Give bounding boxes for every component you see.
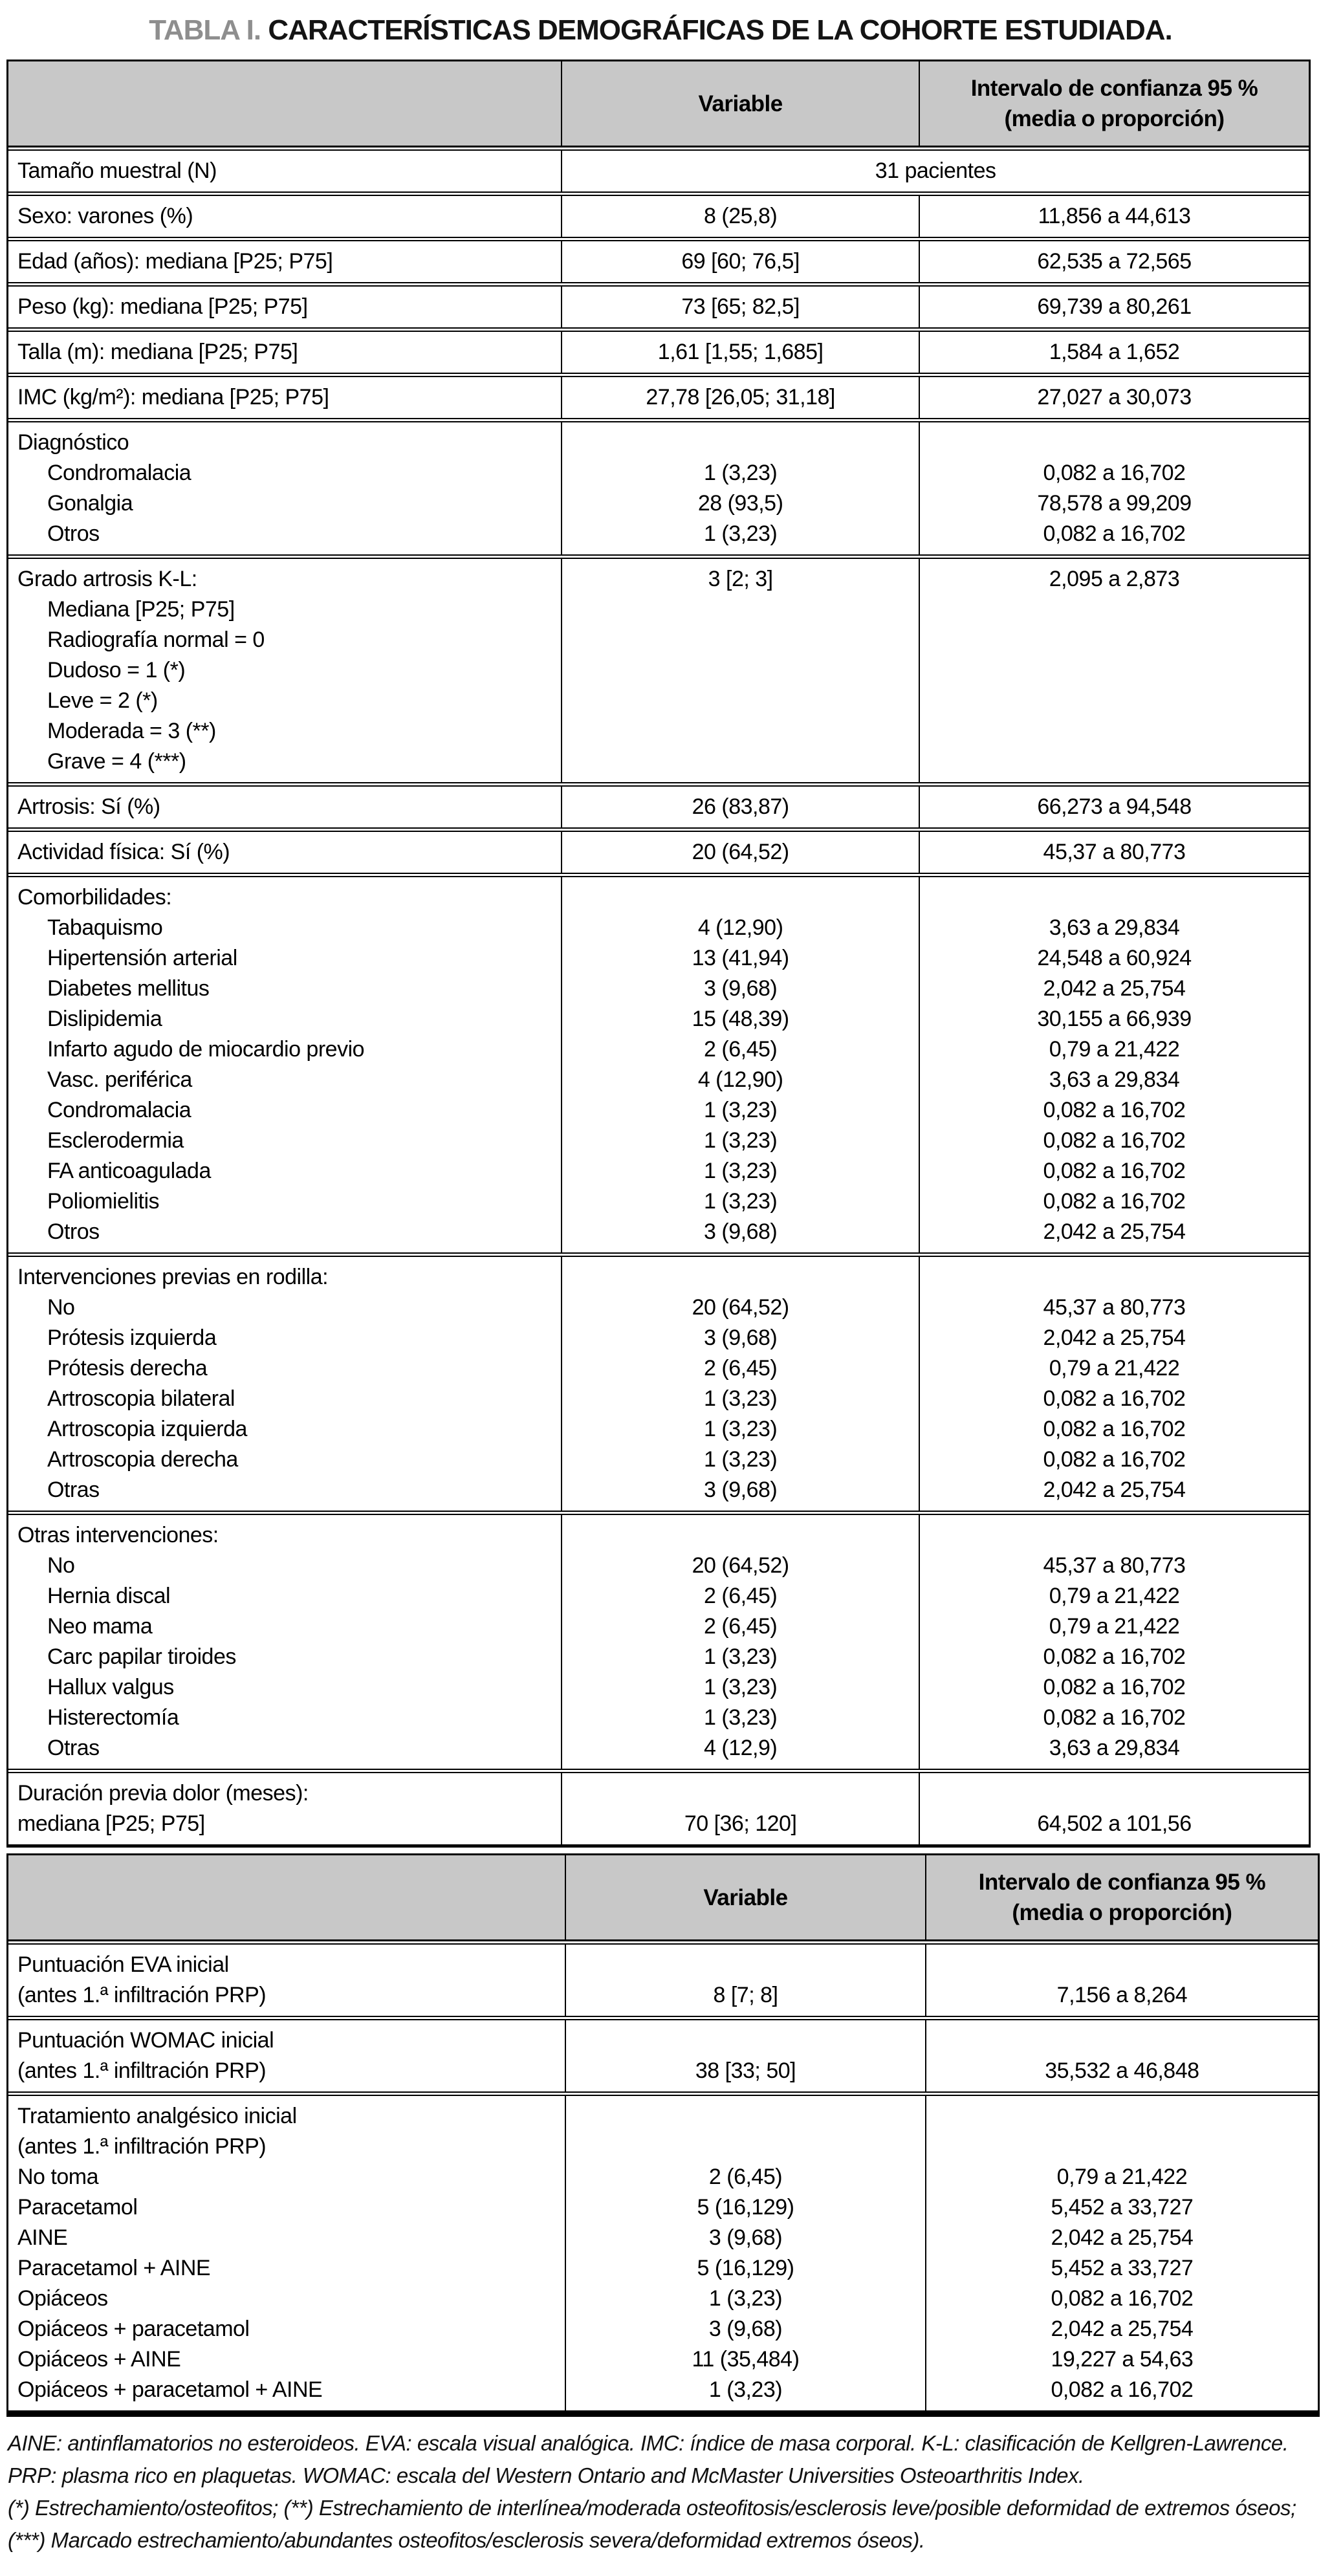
row-label-line: Radiografía normal = 0 [47, 628, 265, 652]
row-label-line: Neo mama [47, 1614, 153, 1639]
scores-table [6, 1853, 1320, 2417]
row-variable-value [561, 1772, 919, 1846]
row-variable-value [565, 2095, 925, 2412]
table-row [8, 421, 1309, 556]
row-label-line: No toma [17, 2165, 98, 2189]
row-ci-line: 2,042 a 25,754 [1051, 2225, 1194, 2250]
row-variable-line: 26 (83,87) [692, 794, 789, 819]
header-cell-ci [919, 61, 1309, 147]
row-label-line: Tamaño muestral (N) [17, 158, 217, 183]
row-label-line: AINE [17, 2225, 68, 2250]
row-ci-value [919, 1514, 1309, 1770]
row-label-line: Actividad física: Sí (%) [17, 840, 230, 864]
row-ci-line: 2,042 a 25,754 [1043, 1478, 1186, 1502]
row-ci-line: 5,452 a 33,727 [1051, 2195, 1194, 2220]
row-label [8, 1943, 565, 2017]
row-label-line: Opiáceos + paracetamol + AINE [17, 2377, 323, 2402]
row-ci-line [929, 428, 1300, 458]
row-variable-line: 5 (16,129) [697, 2195, 794, 2220]
row-label [8, 1514, 561, 1770]
row-label-line: Hipertensión arterial [47, 946, 237, 970]
row-ci-line: 27,027 a 30,073 [1037, 385, 1192, 409]
row-label-line: Paracetamol + AINE [17, 2256, 211, 2280]
row-variable-line: 8 (25,8) [704, 204, 778, 228]
row-variable-line: 1 (3,23) [704, 521, 778, 546]
header-ci-line1: Intervalo de confianza 95 % [978, 1870, 1266, 1895]
row-label [8, 1256, 561, 1512]
row-variable-line: 4 (12,90) [697, 915, 783, 940]
row-label-line: Paracetamol [17, 2195, 138, 2220]
row-label-line: Condromalacia [47, 1098, 191, 1122]
row-label-line: Moderada = 3 (**) [47, 719, 216, 743]
row-ci-line: 62,535 a 72,565 [1037, 249, 1192, 274]
row-label-line: Prótesis izquierda [47, 1326, 217, 1350]
row-ci-line: 0,082 a 16,702 [1043, 1098, 1186, 1122]
table-row [8, 1943, 1318, 2017]
table-row [8, 285, 1309, 329]
table-row [8, 2095, 1318, 2412]
row-variable-value [561, 421, 919, 556]
row-label [8, 149, 561, 193]
row-variable-line: 1 (3,23) [704, 1705, 778, 1730]
row-label [8, 785, 561, 829]
row-variable-line: 2 (6,45) [704, 1614, 778, 1639]
row-variable-line: 2 (6,45) [704, 1037, 778, 1062]
table-row [8, 2019, 1318, 2093]
row-ci-line: 0,79 a 21,422 [1056, 2165, 1188, 2189]
table-row [8, 876, 1309, 1254]
row-ci-value [919, 876, 1309, 1254]
row-variable-line: 15 (48,39) [692, 1007, 789, 1031]
row-variable-line: 27,78 [26,05; 31,18] [646, 385, 835, 409]
footnote-abbreviations: AINE: antinflamatorios no esteroideos. EVA: escala visual analógica. IMC: índice de masa corporal. K-L: clasificación de Kellgren-Lawrence. PRP: plasma rico en plaquetas. WOMAC: escala del Western Ontario and McMaster Universities Osteoarthritis Index. [8, 2431, 1289, 2487]
row-ci-line: 0,79 a 21,422 [1049, 1614, 1180, 1639]
row-ci-line: 0,082 a 16,702 [1043, 1417, 1186, 1441]
row-ci-value [919, 831, 1309, 874]
row-ci-line: 45,37 a 80,773 [1043, 1295, 1186, 1320]
row-variable-line [571, 595, 910, 625]
row-ci-line: 0,082 a 16,702 [1043, 1705, 1186, 1730]
row-ci-line: 0,082 a 16,702 [1043, 1128, 1186, 1153]
row-variable-line: 1 (3,23) [704, 1189, 778, 1214]
row-label-line: Opiáceos + AINE [17, 2347, 181, 2372]
row-label-line: Mediana [P25; P75] [47, 597, 235, 622]
row-ci-line: 0,082 a 16,702 [1043, 1159, 1186, 1183]
row-ci-line [929, 655, 1300, 686]
row-label-line: Otras [47, 1736, 100, 1760]
table-row [8, 149, 1309, 193]
row-ci-line: 45,37 a 80,773 [1043, 1553, 1186, 1578]
row-label-line: Carc papilar tiroides [47, 1644, 236, 1669]
row-ci-line: 35,532 a 46,848 [1045, 2058, 1199, 2083]
row-ci-value [919, 421, 1309, 556]
row-variable-value [561, 785, 919, 829]
table-row [8, 1514, 1309, 1770]
row-ci-value [919, 1772, 1309, 1846]
row-label-line: Dudoso = 1 (*) [47, 658, 186, 682]
row-ci-line: 11,856 a 44,613 [1038, 204, 1191, 228]
row-label-line: (antes 1.ª infiltración PRP) [17, 2134, 267, 2159]
row-label-line: Artroscopia izquierda [47, 1417, 247, 1441]
row-ci-line: 2,042 a 25,754 [1043, 1326, 1186, 1350]
row-variable-line: 1 (3,23) [704, 1098, 778, 1122]
row-label-line: Condromalacia [47, 461, 191, 485]
row-label-line: (antes 1.ª infiltración PRP) [17, 2058, 267, 2083]
row-variable-line [575, 1950, 916, 1980]
row-label-line: Histerectomía [47, 1705, 179, 1730]
row-variable-line: 11 (35,484) [692, 2347, 800, 2372]
row-label-line: Otras intervenciones: [17, 1523, 219, 1547]
row-label-line: Otros [47, 521, 100, 546]
row-variable-line: 1 (3,23) [704, 1128, 778, 1153]
row-ci-line: 2,042 a 25,754 [1043, 976, 1186, 1001]
row-variable-line: 3 (9,68) [708, 2225, 783, 2250]
row-ci-line: 0,082 a 16,702 [1043, 1189, 1186, 1214]
row-label-line: (antes 1.ª infiltración PRP) [17, 1983, 267, 2007]
row-ci-line: 0,79 a 21,422 [1049, 1584, 1180, 1608]
row-label-line: Artrosis: Sí (%) [17, 794, 160, 819]
row-variable-line: 3 (9,68) [704, 976, 778, 1001]
row-label-line: Poliomielitis [47, 1189, 159, 1214]
row-label-line: Intervenciones previas en rodilla: [17, 1265, 329, 1289]
row-ci-line: 5,452 a 33,727 [1051, 2256, 1194, 2280]
row-variable-value [561, 1514, 919, 1770]
table-title [13, 14, 1308, 47]
row-label [8, 558, 561, 783]
footnotes [8, 2427, 1312, 2557]
row-variable-line: 3 (9,68) [704, 1326, 778, 1350]
row-variable-line: 73 [65; 82,5] [681, 294, 800, 319]
row-label-line: Comorbilidades: [17, 885, 172, 910]
row-ci-line [929, 1778, 1300, 1809]
row-variable-line [571, 686, 910, 716]
row-variable-line: 3 (9,68) [708, 2317, 783, 2341]
row-label-line: Vasc. periférica [47, 1067, 192, 1092]
row-ci-line: 3,63 a 29,834 [1049, 1736, 1180, 1760]
row-variable-line: 8 [7; 8] [713, 1983, 778, 2007]
demographics-table [6, 60, 1311, 1848]
row-label-line: Peso (kg): mediana [P25; P75] [17, 294, 308, 319]
row-variable-line [575, 2101, 916, 2132]
row-ci-value [919, 240, 1309, 283]
row-ci-line: 2,042 a 25,754 [1051, 2317, 1194, 2341]
row-ci-line: 45,37 a 80,773 [1043, 840, 1186, 864]
row-ci-line: 0,082 a 16,702 [1051, 2286, 1194, 2311]
row-variable-line [571, 625, 910, 655]
row-ci-value [919, 195, 1309, 238]
row-variable-line [575, 2132, 916, 2162]
row-variable-line: 20 (64,52) [692, 840, 789, 864]
row-ci-line: 0,082 a 16,702 [1043, 1386, 1186, 1411]
row-ci-line [935, 2025, 1309, 2056]
row-label-line: Artroscopia bilateral [47, 1386, 235, 1411]
header-cell-empty [8, 1855, 565, 1941]
row-label-line: Diabetes mellitus [47, 976, 210, 1001]
row-ci-line [929, 716, 1300, 747]
row-variable-line: 3 (9,68) [704, 1478, 778, 1502]
row-ci-value [925, 2095, 1318, 2412]
row-variable-line: 13 (41,94) [692, 946, 789, 970]
row-variable-value [565, 2019, 925, 2093]
row-ci-value [919, 331, 1309, 374]
row-variable-line [571, 716, 910, 747]
row-label [8, 195, 561, 238]
row-variable-line: 2 (6,45) [704, 1584, 778, 1608]
row-label-line: Otros [47, 1219, 100, 1244]
row-label-line: Infarto agudo de miocardio previo [47, 1037, 365, 1062]
row-label [8, 285, 561, 329]
row-ci-line: 3,63 a 29,834 [1049, 1067, 1180, 1092]
row-label [8, 2095, 565, 2412]
row-variable-value [561, 376, 919, 419]
row-label-line: Tabaquismo [47, 915, 163, 940]
row-ci-value [919, 1256, 1309, 1512]
row-variable-line [571, 1778, 910, 1809]
header-ci-line2: (media o proporción) [1004, 106, 1225, 131]
row-label-line: Artroscopia derecha [47, 1447, 238, 1472]
row-ci-line: 19,227 a 54,63 [1051, 2347, 1194, 2372]
row-label [8, 240, 561, 283]
row-variable-line: 28 (93,5) [697, 491, 783, 516]
row-variable-line: 1 (3,23) [704, 1675, 778, 1699]
row-label [8, 2019, 565, 2093]
row-ci-line: 0,082 a 16,702 [1043, 1675, 1186, 1699]
row-label-line: No [47, 1553, 75, 1578]
row-span-value: 31 pacientes [561, 149, 1309, 193]
row-variable-line: 1 (3,23) [704, 1159, 778, 1183]
row-variable-line [571, 882, 910, 913]
row-ci-line: 0,082 a 16,702 [1051, 2377, 1194, 2402]
row-variable-value [561, 331, 919, 374]
row-ci-value [919, 558, 1309, 783]
row-variable-line: 1 (3,23) [704, 1386, 778, 1411]
row-label-line: IMC (kg/m²): mediana [P25; P75] [17, 385, 329, 409]
row-variable-line: 20 (64,52) [692, 1553, 789, 1578]
row-label-line: Hallux valgus [47, 1675, 174, 1699]
row-variable-line: 5 (16,129) [697, 2256, 794, 2280]
table-row [8, 785, 1309, 829]
row-label-line: Duración previa dolor (meses): [17, 1781, 309, 1806]
table-row [8, 558, 1309, 783]
header-row [8, 61, 1309, 147]
row-label-line: Sexo: varones (%) [17, 204, 193, 228]
row-ci-line [935, 2101, 1309, 2132]
row-label-line: Dislipidemia [47, 1007, 162, 1031]
row-variable-value [561, 195, 919, 238]
row-variable-line [571, 655, 910, 686]
row-label-line: FA anticoagulada [47, 1159, 211, 1183]
table-row [8, 195, 1309, 238]
row-ci-value [919, 785, 1309, 829]
row-label-line: Gonalgia [47, 491, 133, 516]
row-label [8, 331, 561, 374]
row-label [8, 831, 561, 874]
table-row [8, 376, 1309, 419]
row-variable-line: 69 [60; 76,5] [681, 249, 800, 274]
row-ci-value [925, 2019, 1318, 2093]
table-row [8, 1256, 1309, 1512]
table-title-label: TABLA I. [149, 14, 261, 46]
table-row [8, 1772, 1309, 1846]
row-ci-line: 30,155 a 66,939 [1037, 1007, 1192, 1031]
row-ci-line: 0,79 a 21,422 [1049, 1356, 1180, 1381]
row-ci-line: 7,156 a 8,264 [1056, 1983, 1188, 2007]
row-variable-line [571, 1262, 910, 1293]
row-label-line: Otras [47, 1478, 100, 1502]
row-label-line: Diagnóstico [17, 430, 129, 455]
row-ci-line: 24,548 a 60,924 [1037, 946, 1192, 970]
row-ci-line: 64,502 a 101,56 [1037, 1811, 1192, 1836]
row-ci-line [929, 625, 1300, 655]
row-variable-line: 4 (12,90) [697, 1067, 783, 1092]
table-row [8, 331, 1309, 374]
header-cell-empty [8, 61, 561, 147]
row-label-line: Puntuación WOMAC inicial [17, 2028, 274, 2053]
header-row [8, 1855, 1318, 1941]
row-variable-line: 1,61 [1,55; 1,685] [657, 340, 824, 364]
row-variable-line: 70 [36; 120] [684, 1811, 797, 1836]
row-variable-value [561, 240, 919, 283]
row-label-line: Grave = 4 (***) [47, 749, 186, 774]
row-label-line: Opiáceos [17, 2286, 108, 2311]
row-variable-value [561, 831, 919, 874]
row-variable-value [561, 876, 919, 1254]
row-ci-line: 0,79 a 21,422 [1049, 1037, 1180, 1062]
row-ci-line: 0,082 a 16,702 [1043, 461, 1186, 485]
row-label-line: Prótesis derecha [47, 1356, 208, 1381]
row-label [8, 1772, 561, 1846]
row-ci-line: 0,082 a 16,702 [1043, 521, 1186, 546]
header-cell-variable: Variable [565, 1855, 925, 1941]
header-cell-variable: Variable [561, 61, 919, 147]
table-row [8, 831, 1309, 874]
row-variable-line: 2 (6,45) [704, 1356, 778, 1381]
row-label [8, 421, 561, 556]
row-ci-line [929, 747, 1300, 777]
header-ci-line1: Intervalo de confianza 95 % [970, 76, 1258, 101]
row-ci-value [919, 376, 1309, 419]
row-variable-value [561, 285, 919, 329]
row-variable-line [571, 1520, 910, 1551]
row-ci-line: 69,739 a 80,261 [1037, 294, 1192, 319]
row-ci-line [929, 686, 1300, 716]
row-label-line: Opiáceos + paracetamol [17, 2317, 250, 2341]
row-ci-value [925, 1943, 1318, 2017]
table-row [8, 240, 1309, 283]
row-ci-line: 78,578 a 99,209 [1037, 491, 1192, 516]
row-label [8, 876, 561, 1254]
row-ci-line [929, 1520, 1300, 1551]
row-variable-line: 2 (6,45) [708, 2165, 783, 2189]
row-ci-line: 3,63 a 29,834 [1049, 915, 1180, 940]
row-variable-line: 4 (12,9) [704, 1736, 778, 1760]
row-label-line: Grado artrosis K-L: [17, 567, 197, 591]
row-label-line: No [47, 1295, 75, 1320]
header-cell-ci [925, 1855, 1318, 1941]
row-variable-line [575, 2025, 916, 2056]
row-variable-line: 3 [2; 3] [708, 567, 773, 591]
row-ci-line [929, 882, 1300, 913]
header-ci-line2: (media o proporción) [1012, 1900, 1232, 1925]
row-label-line: Talla (m): mediana [P25; P75] [17, 340, 298, 364]
row-variable-line [571, 747, 910, 777]
row-ci-line [929, 1262, 1300, 1293]
row-ci-line: 2,095 a 2,873 [1049, 567, 1180, 591]
row-variable-line: 1 (3,23) [708, 2286, 783, 2311]
row-label-line: Edad (años): mediana [P25; P75] [17, 249, 333, 274]
row-variable-line: 1 (3,23) [708, 2377, 783, 2402]
row-variable-line: 1 (3,23) [704, 461, 778, 485]
row-variable-line [571, 428, 910, 458]
row-ci-line [935, 2132, 1309, 2162]
row-variable-value [561, 558, 919, 783]
row-variable-line: 1 (3,23) [704, 1644, 778, 1669]
row-label-line: Puntuación EVA inicial [17, 1952, 229, 1977]
row-label-line: Tratamiento analgésico inicial [17, 2104, 297, 2128]
row-ci-line: 0,082 a 16,702 [1043, 1644, 1186, 1669]
row-variable-value [561, 1256, 919, 1512]
footnote-grading: (*) Estrechamiento/osteofitos; (**) Estrechamiento de interlínea/moderada osteofitosis/esclerosis leve/posible deformidad de extremos óseos; (***) Marcado estrechamiento/abundantes osteofitos/esclerosis severa/deformidad extremos óseos). [8, 2496, 1296, 2552]
row-variable-line: 1 (3,23) [704, 1417, 778, 1441]
row-ci-line: 1,584 a 1,652 [1049, 340, 1180, 364]
row-variable-line: 20 (64,52) [692, 1295, 789, 1320]
row-variable-line: 1 (3,23) [704, 1447, 778, 1472]
row-label-line: Esclerodermia [47, 1128, 184, 1153]
table-title-text: CARACTERÍSTICAS DEMOGRÁFICAS DE LA COHORTE ESTUDIADA. [268, 14, 1172, 46]
row-ci-line: 0,082 a 16,702 [1043, 1447, 1186, 1472]
row-label [8, 376, 561, 419]
row-ci-line [935, 1950, 1309, 1980]
row-label-line: Hernia discal [47, 1584, 171, 1608]
row-label-line: mediana [P25; P75] [17, 1811, 205, 1836]
row-ci-line [929, 595, 1300, 625]
row-ci-line: 2,042 a 25,754 [1043, 1219, 1186, 1244]
row-variable-value [565, 1943, 925, 2017]
row-label-line: Leve = 2 (*) [47, 688, 158, 713]
row-variable-line: 3 (9,68) [704, 1219, 778, 1244]
row-ci-value [919, 285, 1309, 329]
row-ci-line: 66,273 a 94,548 [1037, 794, 1192, 819]
row-variable-line: 38 [33; 50] [695, 2058, 796, 2083]
